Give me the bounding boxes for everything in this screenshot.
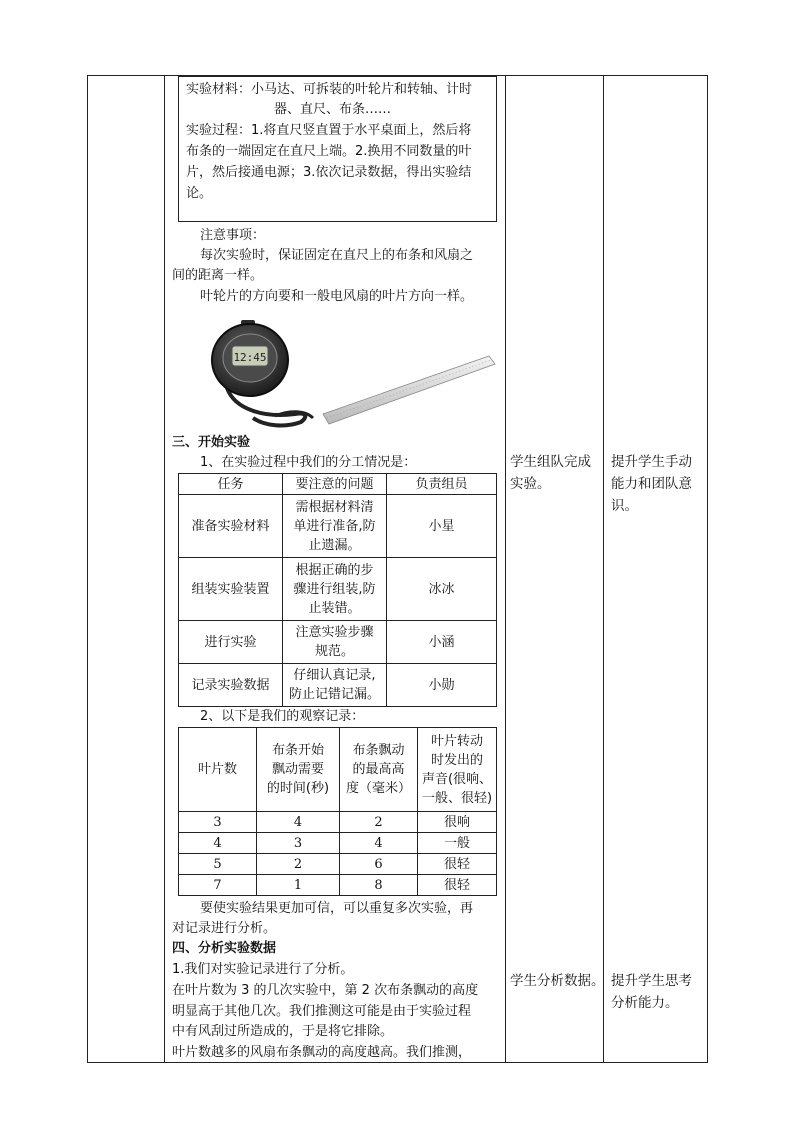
sound-cell: 一般 [418, 833, 497, 854]
header-line: 的最高高 [352, 762, 405, 777]
notes-line1: 每次实验时，保证固定在直尺上的布条和风扇之 [200, 248, 474, 263]
note-cell [283, 664, 387, 707]
purpose-line: 识。 [611, 498, 638, 514]
height-cell: 6 [340, 854, 418, 875]
header-blades: 叶片数 [179, 728, 257, 812]
section3-sub1: 1、在实验过程中我们的分工情况是： [200, 455, 417, 470]
note-line: 注意实验步骤 [295, 625, 374, 640]
note-line: 骤进行组装,防 [293, 581, 376, 597]
section3-sub2: 2、以下是我们的观察记录： [200, 709, 365, 724]
header-sound [418, 728, 497, 812]
table-row [179, 833, 497, 854]
table-row [179, 812, 497, 833]
student-line: 学生组队完成 [510, 454, 591, 470]
note-line: 仔细认真记录, [293, 668, 376, 683]
height-cell: 2 [340, 812, 418, 833]
blades-cell: 5 [179, 854, 257, 875]
header-line: 的时间(秒) [266, 781, 330, 796]
section4-line2: 在叶片数为 3 的几次实验中，第 2 次布条飘动的高度 [172, 983, 479, 998]
header-height [340, 728, 418, 812]
table-row [179, 558, 497, 621]
time-cell: 2 [257, 854, 340, 875]
note-line: 防止记错记漏。 [288, 687, 380, 702]
note-cell [283, 558, 387, 621]
design-purpose-1 [611, 451, 692, 517]
notes-title: 注意事项： [200, 228, 266, 243]
note-line: 规范。 [314, 644, 354, 659]
process-line1: 实验过程：1.将直尺竖直置于水平桌面上，然后将 [186, 123, 472, 138]
stopwatch-ruler-image [205, 318, 497, 430]
notes-line2: 间的距离一样。 [172, 268, 264, 283]
purpose-line: 分析能力。 [611, 995, 679, 1011]
time-cell: 1 [257, 875, 340, 896]
member-cell: 小涵 [387, 621, 497, 664]
column-divider-2 [505, 76, 506, 1062]
header-line: 度（毫米） [345, 781, 411, 796]
table-row [179, 495, 497, 558]
materials-line1: 实验材料：小马达、可拆装的叶轮片和转轴、计时 [186, 82, 473, 97]
member-cell: 小勋 [387, 664, 497, 707]
ruler-icon [323, 356, 495, 424]
purpose-line: 提升学生手动 [611, 454, 692, 470]
repeat-line1: 要使实验结果更加可信，可以重复多次实验，再 [200, 901, 474, 916]
header-note: 要注意的问题 [283, 474, 387, 495]
table-row [179, 854, 497, 875]
header-line: 布条飘动 [352, 743, 405, 758]
note-line: 止装错。 [308, 600, 361, 616]
note-line: 单进行准备,防 [293, 518, 376, 534]
process-line3: 片，然后接通电源；3.依次记录数据，得出实验结 [186, 165, 472, 180]
blades-cell: 7 [179, 875, 257, 896]
note-cell [283, 495, 387, 558]
header-line: 一般、很轻) [421, 790, 493, 806]
note-line: 需根据材料清 [295, 499, 374, 515]
student-line: 学生分析数据。 [510, 973, 605, 989]
materials-line2: 器、直尺、布条…… [274, 102, 392, 117]
header-line: 布条开始 [271, 743, 324, 758]
time-cell: 4 [257, 812, 340, 833]
task-cell: 准备实验材料 [179, 495, 283, 558]
column-divider-3 [603, 76, 604, 1062]
header-task: 任务 [179, 474, 283, 495]
header-line: 飘动需要 [271, 762, 324, 777]
member-cell: 冰冰 [387, 558, 497, 621]
student-line: 实验。 [510, 476, 551, 492]
header-line: 叶片转动 [430, 733, 483, 749]
observation-table [178, 727, 497, 896]
process-line2: 布条的一端固定在直尺上端。2.换用不同数量的叶 [186, 144, 472, 159]
header-time [257, 728, 340, 812]
student-activity-1 [510, 451, 591, 495]
notes-line3: 叶轮片的方向要和一般电风扇的叶片方向一样。 [200, 289, 474, 304]
section3-title: 三、开始实验 [172, 435, 251, 450]
section4-line3: 明显高于其他几次。我们推测这可能是由于实验过程 [172, 1004, 472, 1019]
header-line: 声音(很响、 [421, 771, 493, 787]
task-cell: 记录实验数据 [179, 664, 283, 707]
stopwatch-display: 12:45 [233, 351, 267, 364]
section4-line4: 中有风刮过所造成的，于是将它排除。 [172, 1024, 394, 1039]
note-line: 止遗漏。 [308, 537, 361, 553]
task-cell: 组装实验装置 [179, 558, 283, 621]
sound-cell: 很响 [418, 812, 497, 833]
stopwatch-icon [212, 320, 313, 425]
table-row [179, 728, 497, 812]
header-member: 负责组员 [387, 474, 497, 495]
design-purpose-2 [611, 970, 692, 1014]
section4-title: 四、分析实验数据 [172, 941, 277, 956]
blades-cell: 3 [179, 812, 257, 833]
purpose-line: 提升学生思考 [611, 973, 692, 989]
repeat-line2: 对记录进行分析。 [172, 921, 277, 936]
height-cell: 4 [340, 833, 418, 854]
student-activity-2 [510, 970, 605, 992]
height-cell: 8 [340, 875, 418, 896]
division-table [178, 473, 497, 707]
note-line: 根据正确的步 [295, 562, 374, 578]
purpose-line: 能力和团队意 [611, 476, 692, 492]
table-row [179, 875, 497, 896]
table-row [179, 664, 497, 707]
table-row [179, 621, 497, 664]
column-divider-1 [164, 76, 165, 1062]
time-cell: 3 [257, 833, 340, 854]
header-line: 时发出的 [430, 752, 483, 768]
section4-line5: 叶片数越多的风扇布条飘动的高度越高。我们推测， [172, 1045, 472, 1060]
sound-cell: 很轻 [418, 854, 497, 875]
process-line4: 论。 [186, 186, 213, 201]
member-cell: 小星 [387, 495, 497, 558]
task-cell: 进行实验 [179, 621, 283, 664]
note-cell [283, 621, 387, 664]
blades-cell: 4 [179, 833, 257, 854]
table-row [179, 474, 497, 495]
sound-cell: 很轻 [418, 875, 497, 896]
section4-line1: 1.我们对实验记录进行了分析。 [172, 962, 354, 977]
